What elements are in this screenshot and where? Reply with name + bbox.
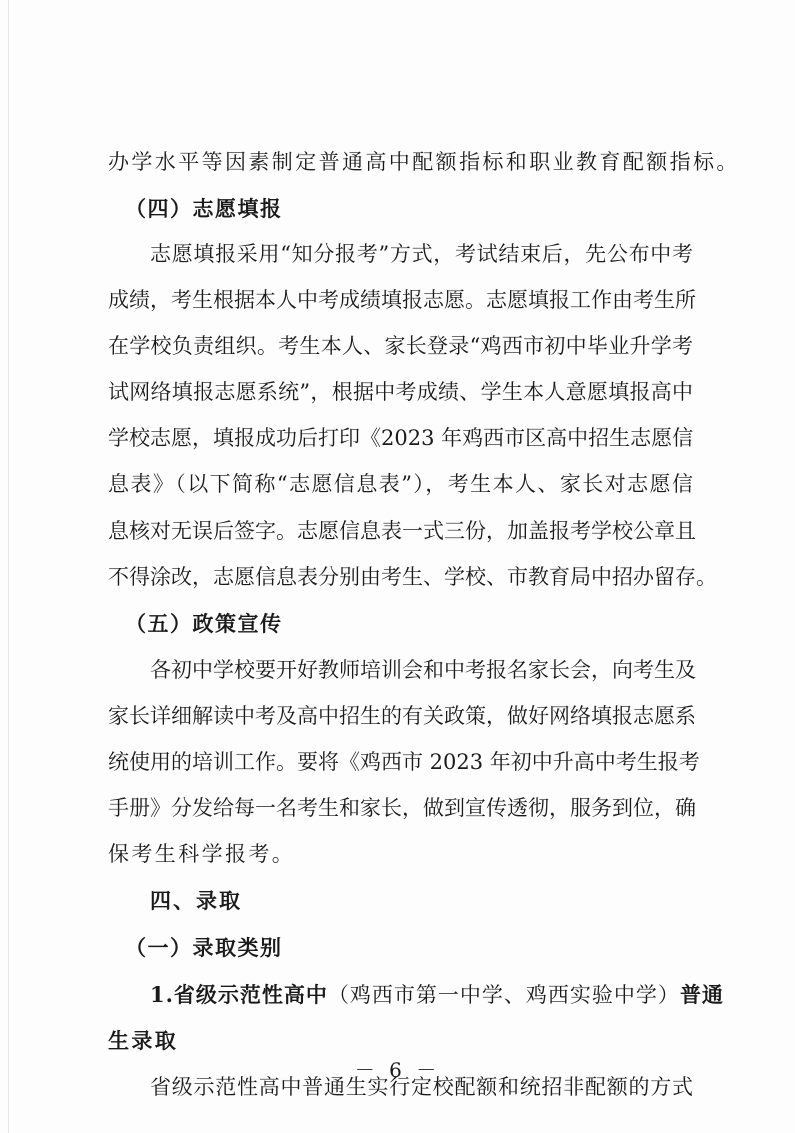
- body-line-14: 保考生科学报考。: [108, 842, 296, 866]
- subsection-title-cont: 普通: [679, 982, 724, 1007]
- body-line-9: 不得涂改，志愿信息表分别由考生、学校、市教育局中招办留存。: [108, 565, 717, 589]
- body-line-4: 在学校负责组织。考生本人、家长登录“鸡西市初中毕业升学考: [108, 334, 693, 358]
- body-line-7: 息表》（以下简称“志愿信息表”），考生本人、家长对志愿信: [108, 472, 693, 496]
- body-line-12: 统使用的培训工作。要将《鸡西市 2023 年初中升高中考生报考: [108, 750, 700, 774]
- body-line-3: 成绩，考生根据本人中考成绩填报志愿。志愿填报工作由考生所: [108, 288, 696, 312]
- body-line-11: 家长详细解读中考及高中招生的有关政策，做好网络填报志愿系: [108, 704, 696, 728]
- body-line-15: 省级示范性高中普通生实行定校配额和统招非配额的方式: [150, 1075, 693, 1099]
- body-line-13: 手册》分发给每一名考生和家长，做到宣传透彻，服务到位，确: [108, 796, 696, 820]
- body-line-1: 办学水平等因素制定普通高中配额指标和职业教育配额指标。: [108, 150, 740, 174]
- section-heading-4: （四）志愿填报: [125, 196, 283, 221]
- subsection-title: 1.省级示范性高中: [150, 982, 328, 1007]
- body-line-2: 志愿填报采用“知分报考”方式，考试结束后，先公布中考: [150, 242, 693, 266]
- body-line-5: 试网络填报志愿系统”，根据中考成绩、学生本人意愿填报高中: [108, 380, 693, 404]
- body-line-10: 各初中学校要开好教师培训会和中考报名家长会，向考生及: [150, 658, 696, 682]
- body-line-8: 息核对无误后签字。志愿信息表一式三份，加盖报考学校公章且: [108, 519, 696, 543]
- page-number: － 6 －: [354, 1058, 441, 1082]
- section-heading-1: （一）录取类别: [125, 935, 283, 960]
- section-heading-5: （五）政策宣传: [125, 611, 283, 636]
- subsection-school-list: （鸡西市第一中学、鸡西实验中学）: [327, 983, 680, 1007]
- subsection-heading-line-2: 生录取: [108, 1028, 179, 1053]
- body-line-6: 学校志愿，填报成功后打印《2023 年鸡西市区高中招生志愿信: [108, 426, 694, 450]
- chapter-heading-admission: 四、录取: [150, 888, 242, 913]
- scan-edge-divider: [8, 0, 9, 1133]
- subsection-heading-line: [150, 980, 724, 1010]
